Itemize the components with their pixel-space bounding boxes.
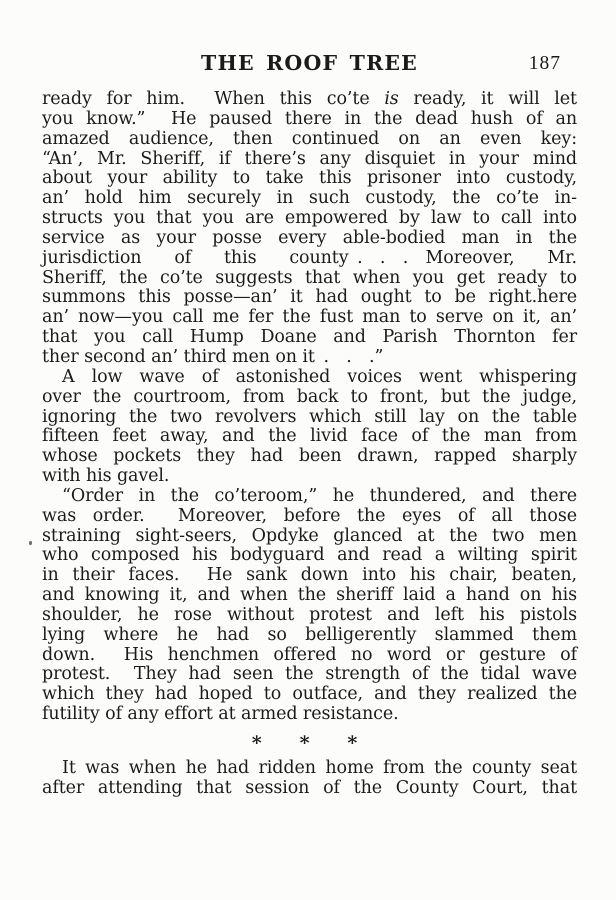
text-line: in their faces. He sank down into his chair, beaten, [42,565,577,586]
paragraph [42,759,577,799]
text-line: after attending that session of the County Court, that [42,777,577,798]
text-line: service as your posse every able-bodied man in the [42,227,577,248]
text-body [42,90,577,799]
text-line: you know.” He paused there in the dead hush of an [42,108,577,129]
paragraph [42,487,577,725]
text-line: It was when he had ridden home from the county seat [62,757,577,778]
text-line: jurisdiction of this county . . . Moreover, Mr. [42,247,577,268]
text-line: amazed audience, then continued on an even key: [42,128,577,149]
text-line: ther second an’ third men on it . . .” [42,346,384,367]
text-line: was order. Moreover, before the eyes of all those [42,505,577,526]
text-line: about your ability to take this prisoner into custody, [42,168,577,189]
asterisk: * [347,732,358,754]
text-line: lying where he had so belligerently slammed them [42,624,577,645]
text-line: down. His henchmen offered no word or gesture of [42,644,577,665]
text-line: structs you that you are empowered by law to call into [42,208,577,229]
text-line: and knowing it, and when the sheriff laid a hand on his [42,585,577,606]
text-line: whose pockets they had been drawn, rapped sharply [42,446,577,467]
paragraph [42,368,577,487]
page-title: THE ROOF TREE [201,51,418,75]
text-line: summons this posse—an’ it had ought to be right.here [42,287,577,308]
text-line: who composed his bodyguard and read a wilting spirit [42,545,577,566]
text-line: with his gavel. [42,466,170,487]
text-line: an’ now—you call me fer the fust man to serve on it, an’ [42,307,577,328]
page-number: 187 [528,53,561,74]
text-line: “An’, Mr. Sheriff, if there’s any disquiet in your mind [42,148,577,169]
text-line: Sheriff, the co’te suggests that when you get ready to [42,267,577,288]
text-line: ignoring the two revolvers which still lay on the table [42,406,577,427]
text-line: protest. They had seen the strength of the tidal wave [42,664,577,685]
running-head [42,52,577,76]
asterisk: * [299,732,310,754]
text-line: “Order in the co’teroom,” he thundered, and there [62,485,577,506]
text-line: futility of any effort at armed resistance. [42,704,399,725]
ink-speck [29,541,32,545]
text-line: fifteen feet away, and the livid face of the man from [42,426,577,447]
text-line: an’ hold him securely in such custody, the co’te in- [42,188,577,209]
text-line: shoulder, he rose without protest and left his pistols [42,604,577,625]
text-line: which they had hoped to outface, and they realized the [42,684,577,705]
text-line: straining sight-seers, Opdyke glanced at the two men [42,525,577,546]
text-line: ready for him. When this co’te is ready, it will let [42,89,577,109]
text-line: A low wave of astonished voices went whispering [62,366,577,387]
paragraph [42,90,577,368]
section-separator [37,734,572,754]
text-line: over the courtroom, from back to front, but the judge, [42,386,577,407]
asterisk: * [251,732,262,754]
text-line: that you call Hump Doane and Parish Thornton fer [42,327,577,348]
